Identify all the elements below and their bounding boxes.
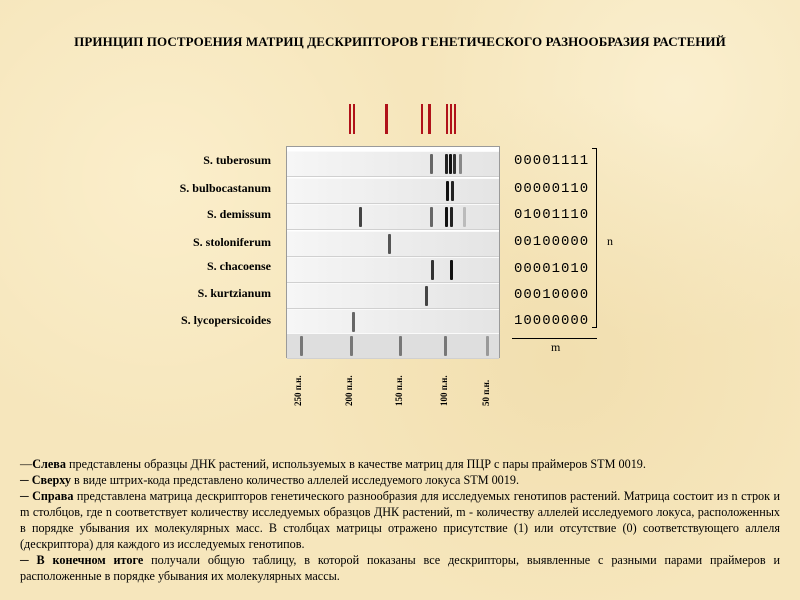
- description-paragraph: ─ В конечном итоге получали общую таблицу, в которой показаны все дескрипторы, выявленные с разными парами праймеров и расположенные в порядке убывания их молекулярных массы.: [20, 553, 780, 583]
- gel-band: [430, 154, 433, 174]
- gel-band: [388, 234, 391, 254]
- gel-image: [286, 146, 500, 358]
- gel-ladder-lane: [287, 333, 499, 359]
- description-text: получали общую таблицу, в которой показаны все дескрипторы, выявленные с разными парами праймеров и расположенные в порядке убывания их молекулярных массы.: [20, 553, 780, 583]
- gel-band: [445, 154, 448, 174]
- gel-band: [451, 181, 454, 201]
- gel-lane: [287, 231, 499, 257]
- description-paragraph: ─ Справа представлена матрица дескрипторов генетического разнообразия для исследуемых генотипов растений. Матрица состоит из n строк и m столбцов, где n соответствует количеству исследуемых образцов ДНК растений, m - количеству аллелей исследуемого локуса, расположенных в порядке убывания их молекулярных масс. В столбцах матрицы отражено присутствие (1) или отсутствие (0) соответствующего аллеля (дескриптора) для каждого из исследуемых генотипов.: [20, 489, 780, 551]
- rows-label: n: [607, 234, 613, 248]
- description-paragraph: ─ Сверху в виде штрих-кода представлено количество аллелей исследуемого локуса STM 0019.: [20, 473, 519, 487]
- barcode-bar: [454, 104, 456, 134]
- columns-label: m: [551, 340, 561, 354]
- barcode-bar: [349, 104, 351, 134]
- gel-band: [425, 286, 428, 306]
- gel-band: [449, 154, 452, 174]
- barcode-bar: [450, 104, 452, 134]
- gel-lane: [287, 257, 499, 283]
- descriptor-code: 10000000: [514, 313, 590, 329]
- bracket-tick: [592, 148, 597, 149]
- descriptor-code: 01001110: [514, 207, 590, 223]
- description-emphasis: Слева: [32, 457, 66, 471]
- gel-band: [450, 207, 453, 227]
- descriptor-code: 00001010: [514, 261, 590, 277]
- columns-bracket: [512, 338, 597, 339]
- gel-band: [463, 207, 466, 227]
- size-label-text: 200 п.н.: [344, 375, 354, 406]
- barcode-bar: [385, 104, 388, 134]
- description-text: представлена матрица дескрипторов генетического разнообразия для исследуемых генотипов растений. Матрица состоит из n строк и m столбцов, где n соответствует количеству исследуемых образцов ДНК растений, m - количеству аллелей исследуемого локуса, расположенных в порядке убывания их молекулярных масс. В столбцах матрицы отражено присутствие (1) или отсутствие (0) соответствующего аллеля (дескриптора) для каждого из исследуемых генотипов.: [20, 489, 780, 551]
- descriptor-code: 00010000: [514, 287, 590, 303]
- description-paragraph: —Слева представлены образцы ДНК растений, используемых в качестве матриц для ПЦР с пары праймеров STM 0019.: [20, 457, 646, 471]
- gel-lane: [287, 309, 499, 335]
- gel-band: [350, 336, 353, 356]
- gel-band: [359, 207, 362, 227]
- sample-label: S. bulbocastanum: [179, 181, 271, 195]
- barcode-bar: [353, 104, 355, 134]
- sample-label: S. chacoense: [207, 259, 271, 273]
- gel-band: [453, 154, 456, 174]
- gel-band: [430, 207, 433, 227]
- size-label-text: 250 п.н.: [293, 375, 303, 406]
- gel-lane: [287, 283, 499, 309]
- sample-label: S. tuberosum: [203, 153, 271, 167]
- sample-label: S. kurtzianum: [197, 286, 271, 300]
- descriptor-code: 00100000: [514, 234, 590, 250]
- description-emphasis: Справа: [32, 489, 74, 503]
- size-label-text: 50 п.н.: [481, 379, 491, 406]
- gel-band: [431, 260, 434, 280]
- page-title: ПРИНЦИП ПОСТРОЕНИЯ МАТРИЦ ДЕСКРИПТОРОВ ГЕНЕТИЧЕСКОГО РАЗНООБРАЗИЯ РАСТЕНИЙ: [74, 34, 726, 49]
- gel-band: [352, 312, 355, 332]
- gel-band: [446, 181, 449, 201]
- descriptor-code: 00001111: [514, 153, 590, 169]
- gel-band: [444, 336, 447, 356]
- bracket-tick: [592, 327, 597, 328]
- barcode-bar: [428, 104, 431, 134]
- gel-band: [450, 260, 453, 280]
- gel-lane: [287, 178, 499, 204]
- sample-label: S. lycopersicoides: [181, 313, 271, 327]
- gel-band: [486, 336, 489, 356]
- gel-band: [445, 207, 448, 227]
- size-label: [481, 368, 495, 406]
- gel-band: [399, 336, 402, 356]
- description-emphasis: Сверху: [31, 473, 71, 487]
- size-label: [394, 368, 408, 406]
- gel-lane: [287, 151, 499, 177]
- rows-bracket: [596, 148, 597, 328]
- description-text: представлены образцы ДНК растений, используемых в качестве матриц для ПЦР с пары праймеров STM 0019.: [65, 457, 646, 471]
- description-emphasis: В конечном итоге: [36, 553, 144, 567]
- size-label: [439, 368, 453, 406]
- sample-label: S. demissum: [206, 207, 271, 221]
- size-label: [344, 368, 358, 406]
- sample-label: S. stoloniferum: [193, 235, 271, 249]
- description-text: в виде штрих-кода представлено количество аллелей исследуемого локуса STM 0019.: [70, 473, 519, 487]
- barcode-bar: [421, 104, 423, 134]
- description: [20, 456, 780, 584]
- size-label-text: 150 п.н.: [394, 375, 404, 406]
- descriptor-code: 00000110: [514, 181, 590, 197]
- size-label: [293, 368, 307, 406]
- gel-band: [300, 336, 303, 356]
- barcode-bar: [446, 104, 448, 134]
- size-label-text: 100 п.н.: [439, 375, 449, 406]
- gel-lane: [287, 204, 499, 230]
- gel-band: [459, 154, 462, 174]
